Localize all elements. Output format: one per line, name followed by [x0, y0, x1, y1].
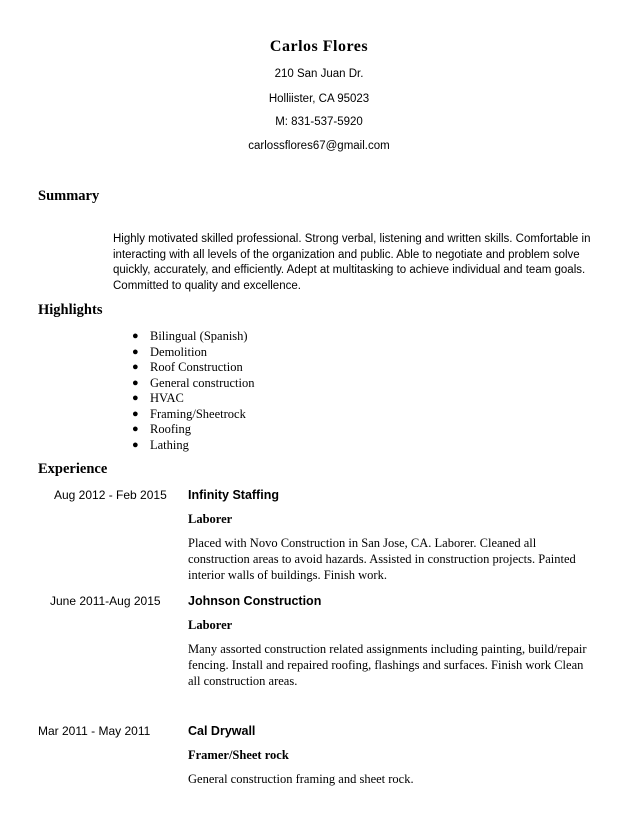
- list-item: ● Demolition: [132, 344, 207, 359]
- job-description: General construction framing and sheet rock.: [188, 772, 414, 786]
- list-item: ● Roofing: [132, 422, 191, 436]
- experience-heading: Experience: [38, 461, 108, 477]
- job-description: Many assorted construction related assignments including painting, build/repair fencing. Install and repaired roofing, flashings and surfaces. Finish work Clean all construction areas.: [188, 642, 587, 688]
- job-role: Framer/Sheet rock: [188, 748, 289, 762]
- job-description: Placed with Novo Construction in San Jose, CA. Laborer. Cleaned all construction areas to avoid hazards. Assisted in construction projects. Painted interior walls of buildings. Finish work.: [188, 536, 576, 582]
- bullet-icon: ●: [132, 361, 139, 373]
- email-link[interactable]: carlossflores67@gmail.com: [248, 140, 390, 152]
- list-item: ● Bilingual (Spanish): [132, 329, 248, 343]
- list-item: ● General construction: [132, 375, 255, 390]
- list-item: ● HVAC: [132, 391, 184, 405]
- job-dates: June 2011-Aug 2015: [50, 594, 161, 608]
- bullet-icon: ●: [132, 345, 139, 358]
- list-item: ● Lathing: [132, 437, 189, 452]
- highlights-list: [130, 329, 254, 453]
- bullet-icon: ●: [132, 330, 139, 342]
- job-company: Infinity Staffing: [188, 488, 279, 502]
- city-line: Holliister, CA 95023: [268, 93, 370, 105]
- summary-heading: Summary: [38, 188, 100, 204]
- bullet-icon: ●: [132, 423, 139, 435]
- summary-text: Highly motivated skilled professional. Strong verbal, listening and written skills. Comfortable in interacting with all levels of the organization and public. Able to negotiate and problem solve quickly, accurately, and efficiently. Adept at multitasking to achieve individual and team goals. Committed to quality and excellence.: [113, 233, 591, 292]
- list-item: ● Roof Construction: [132, 360, 243, 374]
- list-item: ● Framing/Sheetrock: [132, 406, 246, 421]
- job-company: Johnson Construction: [188, 594, 322, 608]
- phone-line: M: 831-537-5920: [275, 116, 363, 128]
- candidate-name: Carlos Flores: [269, 38, 369, 55]
- bullet-icon: ●: [132, 376, 139, 389]
- job-role: Laborer: [188, 512, 233, 526]
- bullet-icon: ●: [132, 407, 139, 420]
- bullet-icon: ●: [132, 392, 139, 404]
- job-role: Laborer: [188, 618, 233, 632]
- bullet-icon: ●: [132, 438, 139, 451]
- address-line: 210 San Juan Dr.: [274, 68, 364, 80]
- highlights-heading: Highlights: [38, 302, 103, 318]
- job-dates: Mar 2011 - May 2011: [38, 724, 151, 738]
- job-dates: Aug 2012 - Feb 2015: [54, 488, 167, 502]
- job-company: Cal Drywall: [188, 724, 256, 738]
